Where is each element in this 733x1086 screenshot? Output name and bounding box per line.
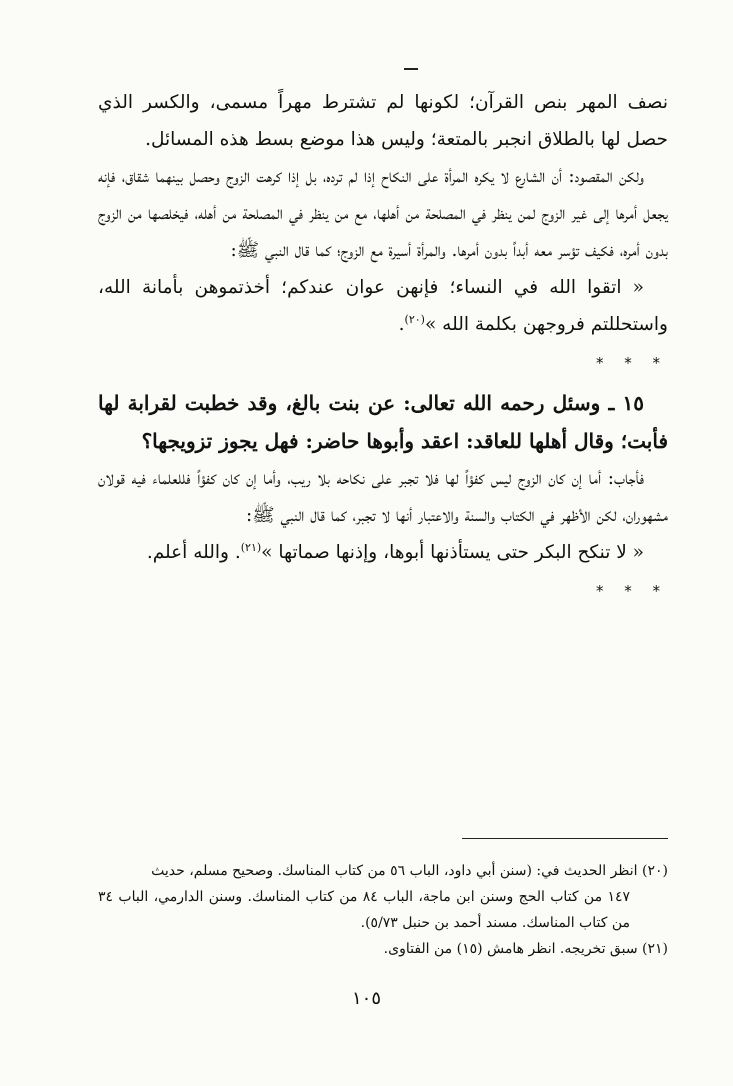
fatwa-answer: فأجاب: أما إن كان الزوج ليس كفؤاً لها فلا تجبر على نكاحه بلا ريب، وأما إن كان كفؤاً فللعلماء فيه قولان مشهوران، لكن الأظهر في الكتاب والسنة والاعتبار أنها لا تجبر، كما قال النبي ﷺ: bbox=[98, 468, 668, 526]
hadith-quote-1-text: « اتقوا الله في النساء؛ فإنهن عوان عندكم؛ أخذتموهن بأمانة الله، واستحللتم فروجهن بكلمة الله » bbox=[98, 277, 668, 335]
footnote-ref-21[interactable]: (٢١) bbox=[240, 540, 262, 554]
paragraph-2: ولكن المقصود: أن الشارع لا يكره المرأة على النكاح إذا لم ترده، بل إذا كرهت الزوج وحصل بينهما شقاق، فإنه يجعل أمرها إلى غير الزوج لمن ينظر في المصلحة من أهلها، مع من ينظر في المصلحة من أهله، فيخلصها من الزوج بدون أمره، فكيف تؤسر معه أبداً بدون أمرها. والمرأة أسيرة مع الزوج؛ كما قال النبي ﷺ: bbox=[98, 166, 668, 261]
footnote-20-continued: ١٤٧ من كتاب الحج وسنن ابن ماجة، الباب ٨٤ من كتاب المناسك. وسنن الدارمي، الباب ٣٤ من كتاب المناسك. مسند أحمد بن حنبل ٥/٧٣). bbox=[98, 889, 630, 931]
header-dash bbox=[404, 68, 418, 70]
footnote-21-text: سبق تخريجه. انظر هامش (١٥) من الفتاوى. bbox=[383, 941, 638, 957]
footnote-21-label: (٢١) bbox=[642, 941, 668, 957]
footnote-21 bbox=[98, 936, 668, 962]
footnote-rule bbox=[462, 838, 668, 839]
footnote-20-text: انظر الحديث في: (سنن أبي داود، الباب ٥٦ من كتاب المناسك. وصحيح مسلم، حديث bbox=[151, 863, 638, 879]
hadith-quote-2-text: « لا تنكح البكر حتى يستأذنها أبوها، وإذنها صماتها » bbox=[261, 542, 644, 563]
page-number: ١٠٥ bbox=[351, 988, 381, 1009]
hadith-quote-2-end: . والله أعلم. bbox=[146, 542, 241, 563]
hadith-quote-1-end: . bbox=[398, 314, 405, 335]
footnote-20-label: (٢٠) bbox=[642, 863, 668, 879]
footnote-ref-20[interactable]: (٢٠) bbox=[404, 312, 425, 326]
main-text bbox=[98, 84, 668, 608]
hadith-quote-2 bbox=[98, 534, 668, 571]
paragraph-1: نصف المهر بنص القرآن؛ لكونها لم تشترط مهراً مسمى، والكسر الذي حصل لها بالطلاق انجبر بالمتعة؛ وليس هذا موضع بسط هذه المسائل. bbox=[98, 92, 668, 150]
hadith-quote-1 bbox=[98, 269, 668, 343]
footnotes bbox=[98, 858, 668, 962]
fatwa-question-15: ١٥ ـ وسئل رحمه الله تعالى: عن بنت بالغ، وقد خطبت لقرابة لها فأبت؛ وقال أهلها للعاقد: اعقد وأبوها حاضر: فهل يجوز تزويجها؟ bbox=[98, 391, 668, 453]
footnote-20 bbox=[98, 858, 668, 884]
section-divider-1: * * * bbox=[595, 354, 668, 372]
section-divider-2: * * * bbox=[595, 582, 668, 600]
